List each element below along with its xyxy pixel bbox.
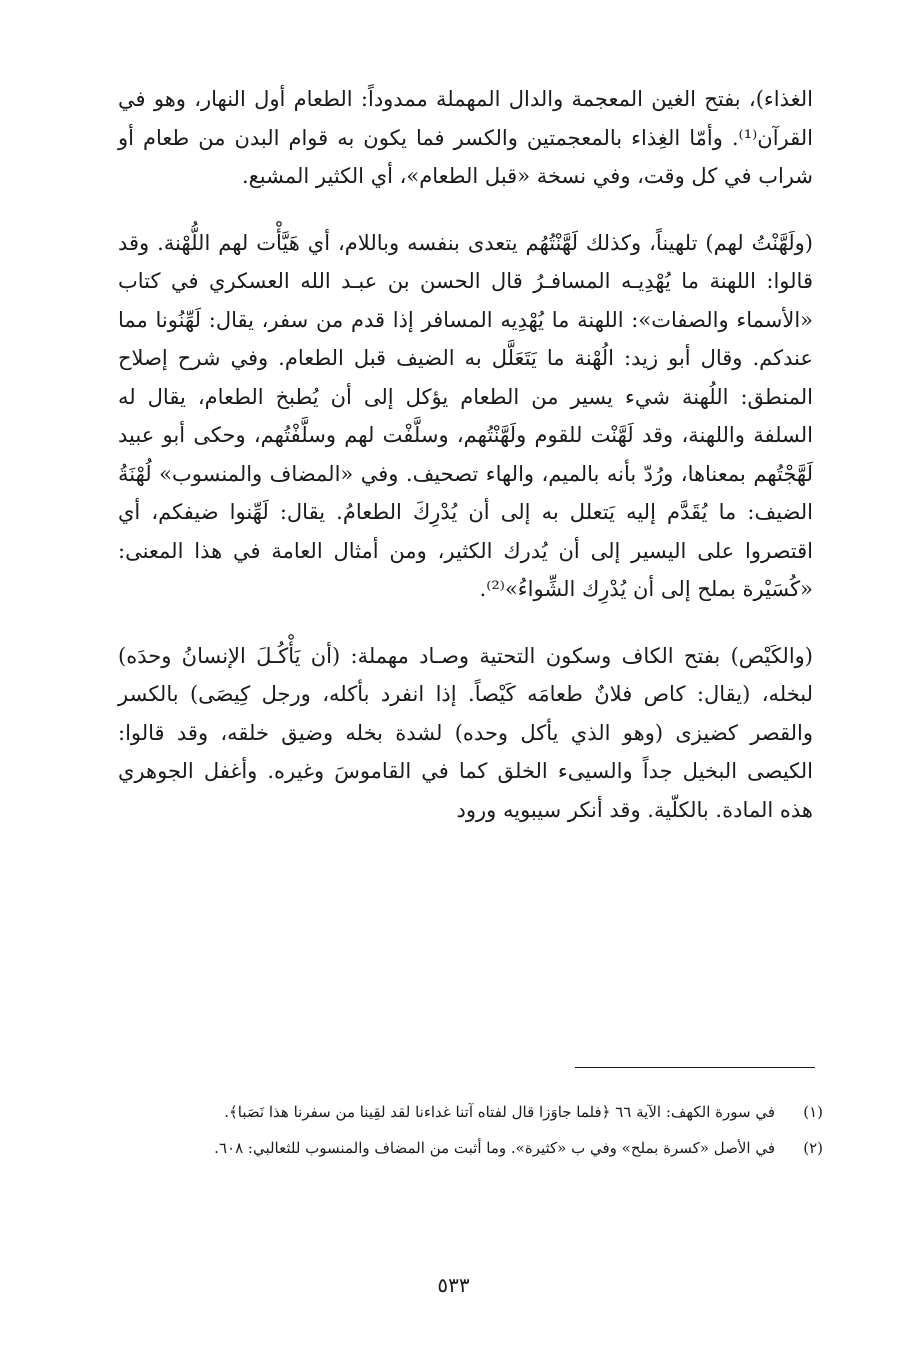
paragraph-ghadaa: الغذاء)، بفتح الغين المعجمة والدال المهملة ممدوداً: الطعام أول النهار، وهو في القرآن⁽¹⁾. وأمّا الغِذاء بالمعجمتين والكسر فما يكون به قوام البدن من طعام أو شراب في كل وقت، وفي نسخة «قبل الطعام»، أي الكثير المشبع. (118, 87, 813, 188)
footnote-1 (118, 1098, 823, 1126)
footnote-2 (118, 1134, 823, 1162)
page-number: ٥٣٣ (437, 1273, 470, 1297)
footnote-number: (١) (803, 1103, 823, 1121)
footnote-number: (٢) (803, 1139, 823, 1157)
paragraph-kays: (والكَيْص) بفتح الكاف وسكون التحتية وصـاد مهملة: (أن يَأْكُـلَ الإنسانُ وحدَه) لبخله، (يقال: كاص فلانٌ طعامَه كَيْصاً. إذا انفرد بأكله، ورجل كِيصَى) بالكسر والقصر كضيزى (وهو الذي يأكل وحده) لشدة بخله وضيق خلقه، وقد قالوا: الكيصى البخيل جداً والسيىء الخلق كما في القاموسَ وغيره. وأغفل الجوهري هذه المادة. بالكلّية. وقد أنكر سيبويه ورود (118, 643, 813, 822)
footnote-text: في الأصل «كسرة بملح» وفي ب «كثيرة». وما أثبت من المضاف والمنسوب للثعالبي: ٦٠٨. (214, 1139, 775, 1157)
footnote-text: في سورة الكهف: الآية ٦٦ ﴿فلما جاوَزا قال لفتاه آتنا غداءنا لقد لقِينا من سفرنا هذا نَصَبا﴾. (224, 1103, 775, 1121)
footnotes (118, 1098, 823, 1170)
main-text (118, 80, 813, 829)
paragraph-lahhantu: (ولَهَّنْتُ لهم) تلهيناً، وكذلك لَهَّنْتُهُم يتعدى بنفسه وباللام، أي هَيَّأْت لهم اللُّهْنة. وقد قالوا: اللهنة ما يُهْدِيـه المسافـرُ قال الحسن بن عبـد الله العسكري في كتاب «الأسماء والصفات»: اللهنة ما يُهْدِيه المسافر إذا قدم من سفر، يقال: لَهِّنُونا مما عندكم. وقال أبو زيد: الُهْنة ما يَتَعَلَّل به الضيف قبل الطعام. وفي شرح إصلاح المنطق: اللُهنة شيء يسير من الطعام يؤكل إلى أن يُطبخ الطعام، يقال له السلفة واللهنة، وقد لَهَّنْت للقوم ولَهَّنْتُهم، وسلَّفْت لهم وسلَّفْتُهم، وحكى أبو عبيد لَهَّجْتُهم بمعناها، ورُدّ بأنه بالميم، والهاء تصحيف. وفي «المضاف والمنسوب» لُهْنَةُ الضيف: ما يُقَدَّم إليه يَتعلل به إلى أن يُدْرِكَ الطعامُ. يقال: لَهِّنوا ضيفكم، أي اقتصروا على اليسير إلى أن يُدرك الكثير، ومن أمثال العامة في هذا المعنى: «كُسَيْرة بملح إلى أن يُدْرِك الشِّواءُ»⁽²⁾. (118, 230, 813, 601)
footnote-separator (575, 1067, 815, 1068)
